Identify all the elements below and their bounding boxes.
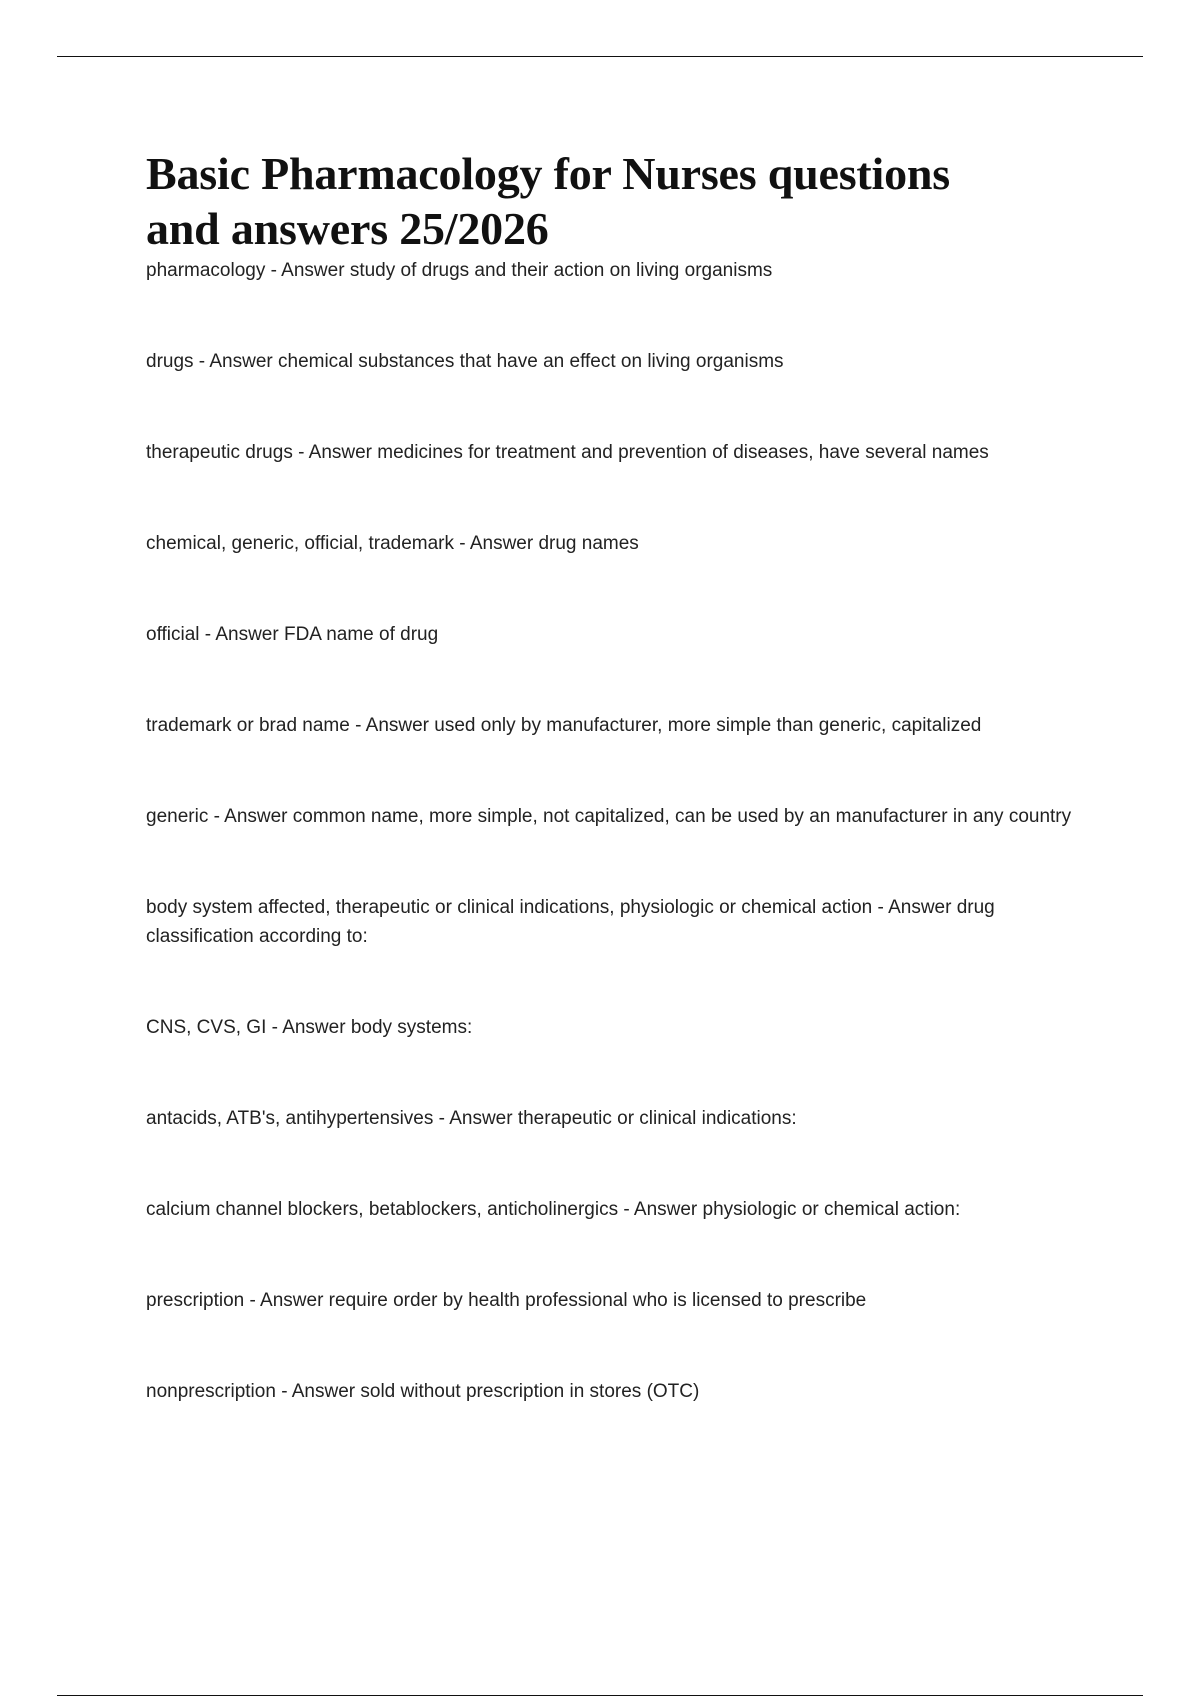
qa-list	[146, 256, 1076, 1406]
header-rule	[57, 56, 1143, 57]
qa-item: trademark or brad name - Answer used only by manufacturer, more simple than generic, capitalized	[146, 715, 982, 736]
qa-item: generic - Answer common name, more simple, not capitalized, can be used by an manufacturer in any country	[146, 806, 1072, 827]
qa-item: prescription - Answer require order by health professional who is licensed to prescribe	[146, 1290, 867, 1311]
document-body	[146, 146, 1076, 1406]
qa-item: antacids, ATB's, antihypertensives - Answer therapeutic or clinical indications:	[146, 1108, 797, 1129]
qa-item: drugs - Answer chemical substances that have an effect on living organisms	[146, 351, 784, 372]
title-line-1: Basic Pharmacology for Nurses questions	[146, 148, 951, 199]
qa-item: CNS, CVS, GI - Answer body systems:	[146, 1017, 473, 1038]
qa-item: chemical, generic, official, trademark - Answer drug names	[146, 533, 639, 554]
qa-item: nonprescription - Answer sold without prescription in stores (OTC)	[146, 1381, 700, 1402]
document-title	[146, 146, 1076, 256]
qa-item: pharmacology - Answer study of drugs and their action on living organisms	[146, 260, 773, 281]
title-line-2: and answers 25/2026	[146, 203, 549, 254]
qa-item: body system affected, therapeutic or clinical indications, physiologic or chemical action - Answer drug classification according to:	[146, 897, 995, 947]
qa-item: therapeutic drugs - Answer medicines for treatment and prevention of diseases, have several names	[146, 442, 989, 463]
qa-item: calcium channel blockers, betablockers, anticholinergics - Answer physiologic or chemical action:	[146, 1199, 961, 1220]
qa-item: official - Answer FDA name of drug	[146, 624, 439, 645]
footer-rule	[57, 1695, 1143, 1696]
